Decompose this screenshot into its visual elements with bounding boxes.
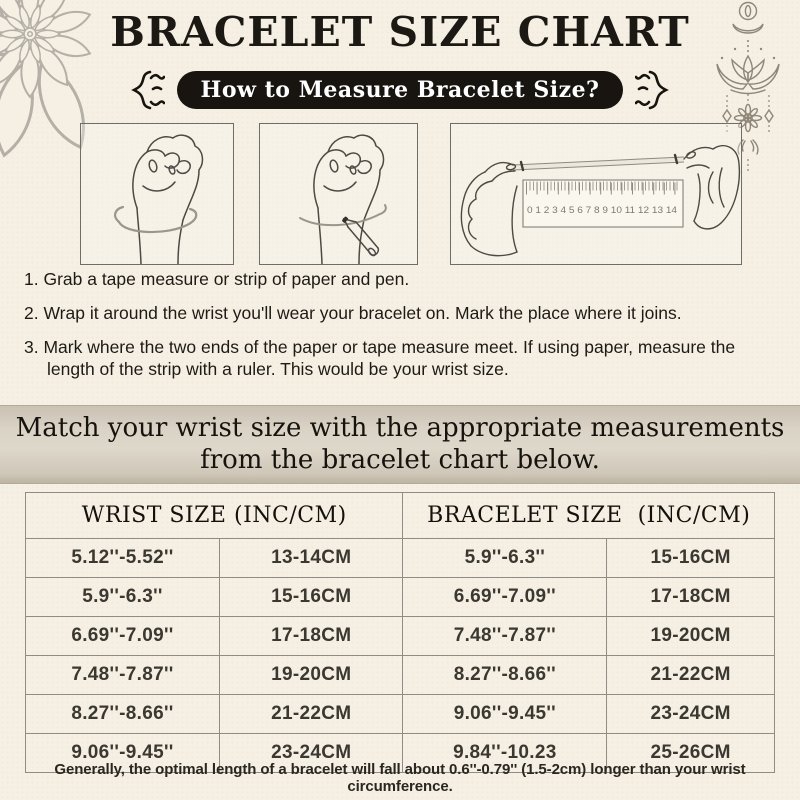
banner-line-2: from the bracelet chart below. [200,444,600,475]
instruction-step-1: 1. Grab a tape measure or strip of paper and pen. [24,269,410,289]
table-cell: 19-20CM [607,617,775,656]
table-row [26,656,775,695]
hand-mark-illustration [259,123,418,265]
table-cell: 5.12''-5.52'' [26,539,220,578]
instruction-step-3: 3. Mark where the two ends of the paper or tape measure meet. If using paper, measure the length of the strip with a ruler. This would be your wrist size. [24,336,736,380]
table-header-wrist: WRIST SIZE (INC/CM) [26,493,403,539]
table-cell: 25-26CM [607,734,775,773]
table-cell: 6.69''-7.09'' [403,578,607,617]
table-cell: 5.9''-6.3'' [26,578,220,617]
table-header-row [26,493,775,539]
hand-wrap-illustration [80,123,234,265]
table-cell: 23-24CM [607,695,775,734]
table-row [26,578,775,617]
table-cell: 19-20CM [219,656,403,695]
flourish-right-icon [635,69,671,111]
subtitle-row [0,69,800,111]
instruction-step-2: 2. Wrap it around the wrist you'll wear your bracelet on. Mark the place where it joins. [24,302,682,323]
table-cell: 15-16CM [607,539,775,578]
table-row [26,539,775,578]
instruction-steps [24,268,780,392]
table-cell: 17-18CM [607,578,775,617]
table-cell: 23-24CM [219,734,403,773]
table-cell: 7.48''-7.87'' [26,656,220,695]
table-cell: 5.9''-6.3'' [403,539,607,578]
table-cell: 17-18CM [219,617,403,656]
table-cell: 9.06''-9.45'' [403,695,607,734]
flourish-left-icon [129,69,165,111]
match-banner [0,405,800,484]
ruler-numbers: 0 1 2 3 4 5 6 7 8 9 10 11 12 13 14 [527,205,677,215]
hand-wrap-drawing-icon [81,124,233,264]
table-cell: 7.48''-7.87'' [403,617,607,656]
ruler-measure-illustration [450,123,742,265]
table-cell: 13-14CM [219,539,403,578]
footer-note: Generally, the optimal length of a bracelet will fall about 0.6''-0.79'' (1.5-2cm) longer than your wrist circumference. [54,761,746,795]
hand-mark-drawing-icon [260,124,417,264]
table-cell: 9.06''-9.45'' [26,734,220,773]
table-cell: 21-22CM [607,656,775,695]
table-cell: 8.27''-8.66'' [403,656,607,695]
table-row [26,617,775,656]
page-title: BRACELET SIZE CHART [110,8,690,56]
subtitle-pill: How to Measure Bracelet Size? [177,71,624,109]
pen-mark [342,216,349,223]
ruler-measure-drawing-icon [451,124,741,264]
table-header-bracelet: BRACELET SIZE (INC/CM) [403,493,775,539]
table-cell: 8.27''-8.66'' [26,695,220,734]
table-cell: 6.69''-7.09'' [26,617,220,656]
banner-line-1: Match your wrist size with the appropriate measurements [15,413,785,444]
table-cell: 9.84''-10.23 [403,734,607,773]
size-table [25,492,775,773]
table-row [26,695,775,734]
table-cell: 15-16CM [219,578,403,617]
table-cell: 21-22CM [219,695,403,734]
